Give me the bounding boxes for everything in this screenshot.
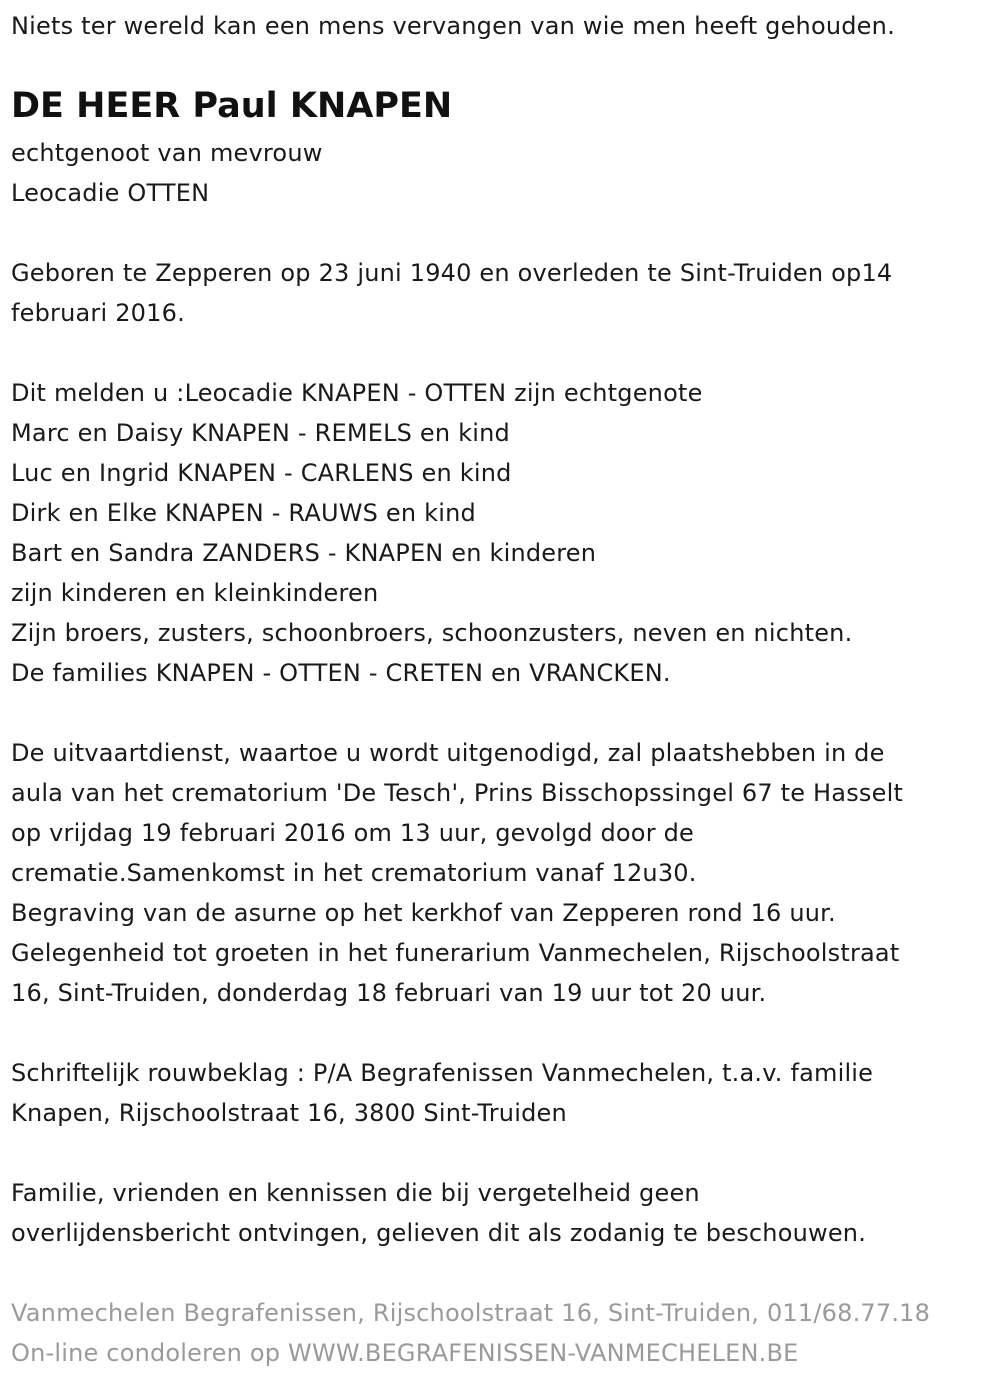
ceremony-line: crematie.Samenkomst in het crematorium vanaf 12u30. <box>11 859 697 887</box>
condolence-address-line: Schriftelijk rouwbeklag : P/A Begrafenissen Vanmechelen, t.a.v. familie <box>11 1059 874 1087</box>
condolence-address-line: Knapen, Rijschoolstraat 16, 3800 Sint-Truiden <box>11 1099 567 1127</box>
family-line: De families KNAPEN - OTTEN - CRETEN en VRANCKEN. <box>11 659 671 687</box>
notice-line: overlijdensbericht ontvingen, gelieven dit als zodanig te beschouwen. <box>11 1219 867 1247</box>
birth-death-section <box>11 253 892 333</box>
footer-address: Vanmechelen Begrafenissen, Rijschoolstraat 16, Sint-Truiden, 011/68.77.18 <box>11 1299 931 1327</box>
ceremony-line: 16, Sint-Truiden, donderdag 18 februari van 19 uur tot 20 uur. <box>11 979 767 1007</box>
ceremony-section <box>11 733 903 1013</box>
family-line: Zijn broers, zusters, schoonbroers, schoonzusters, neven en nichten. <box>11 619 853 647</box>
deceased-name: DE HEER Paul KNAPEN <box>11 86 453 126</box>
ceremony-line: op vrijdag 19 februari 2016 om 13 uur, gevolgd door de <box>11 819 694 847</box>
funeral-home-footer <box>11 1293 930 1373</box>
condolence-address-section <box>11 1053 873 1133</box>
family-line: Bart en Sandra ZANDERS - KNAPEN en kinderen <box>11 539 597 567</box>
birth-death-line: Geboren te Zepperen op 23 juni 1940 en overleden te Sint-Truiden op14 <box>11 259 893 287</box>
birth-death-line: februari 2016. <box>11 299 185 327</box>
spouse-section <box>11 133 323 213</box>
ceremony-line: Gelegenheid tot groeten in het funerarium Vanmechelen, Rijschoolstraat <box>11 939 900 967</box>
family-line: Dit melden u :Leocadie KNAPEN - OTTEN zijn echtgenote <box>11 379 703 407</box>
ceremony-line: Begraving van de asurne op het kerkhof van Zepperen rond 16 uur. <box>11 899 836 927</box>
ceremony-line: aula van het crematorium 'De Tesch', Prins Bisschopssingel 67 te Hasselt <box>11 779 904 807</box>
ceremony-line: De uitvaartdienst, waartoe u wordt uitgenodigd, zal plaatshebben in de <box>11 739 885 767</box>
opening-quote: Niets ter wereld kan een mens vervangen van wie men heeft gehouden. <box>11 12 895 40</box>
family-line: Marc en Daisy KNAPEN - REMELS en kind <box>11 419 510 447</box>
notice-section <box>11 1173 866 1253</box>
spouse-line: Leocadie OTTEN <box>11 179 210 207</box>
family-line: Luc en Ingrid KNAPEN - CARLENS en kind <box>11 459 512 487</box>
family-line: Dirk en Elke KNAPEN - RAUWS en kind <box>11 499 476 527</box>
notice-line: Familie, vrienden en kennissen die bij vergetelheid geen <box>11 1179 700 1207</box>
family-line: zijn kinderen en kleinkinderen <box>11 579 379 607</box>
family-section <box>11 373 852 693</box>
spouse-line: echtgenoot van mevrouw <box>11 139 323 167</box>
footer-condolence-link[interactable]: On-line condoleren op WWW.BEGRAFENISSEN-VANMECHELEN.BE <box>11 1339 799 1367</box>
